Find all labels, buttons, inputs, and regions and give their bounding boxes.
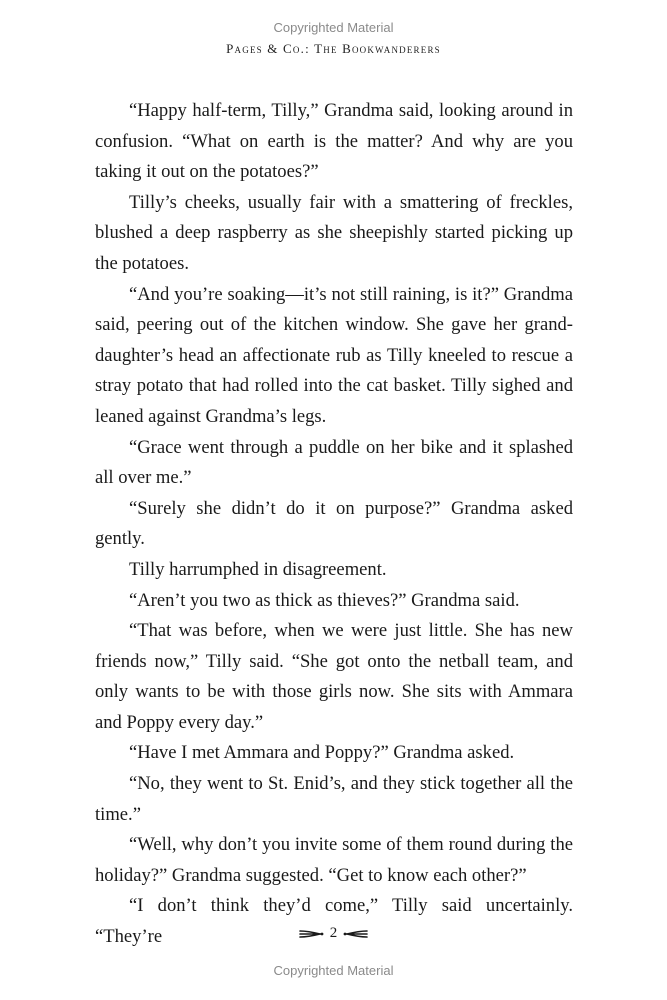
- paragraph: “I don’t think they’d come,” Tilly said uncertainly. “They’re: [95, 895, 573, 948]
- page-number: 2: [329, 925, 338, 941]
- paragraph: “That was before, when we were just little. She has new friends now,” Tilly said. “She got onto the netball team, and only wants to be with those girls now. She sits with Ammara and Poppy every day.”: [95, 620, 573, 733]
- copyright-notice-top: Copyrighted Material: [273, 20, 394, 35]
- body-text: [95, 96, 573, 953]
- paragraph: “Grace went through a puddle on her bike and it splashed all over me.”: [95, 436, 573, 489]
- paragraph: “And you’re soaking—it’s not still raining, is it?” Grandma said, peering out of the kitchen window. She gave her grand-daughter’s head an affectionate rub as Tilly kneeled to rescue a stray potato that had rolled into the cat basket. Tilly sighed and leaned against Grandma’s legs.: [95, 283, 573, 427]
- paragraph: “No, they went to St. Enid’s, and they stick together all the time.”: [95, 773, 573, 825]
- paragraph: “Well, why don’t you invite some of them round during the holiday?” Grandma suggested. “Get to know each other?”: [95, 834, 573, 886]
- paragraph: “Have I met Ammara and Poppy?” Grandma asked.: [129, 742, 515, 764]
- copyright-notice-bottom: Copyrighted Material: [273, 963, 394, 978]
- paragraph: Tilly’s cheeks, usually fair with a smattering of freckles, blushed a deep raspberry as she sheepishly started picking up the potatoes.: [95, 191, 573, 274]
- paragraph: “Aren’t you two as thick as thieves?” Grandma said.: [129, 589, 520, 611]
- paragraph: Tilly harrumphed in disagreement.: [129, 558, 387, 580]
- paragraph: “Surely she didn’t do it on purpose?” Grandma asked gently.: [95, 497, 573, 550]
- paragraph: “Happy half-term, Tilly,” Grandma said, looking around in confusion. “What on earth is the matter? And why are you taking it out on the potatoes?”: [95, 100, 573, 183]
- running-head: Pages & Co.: The Bookwanderers: [226, 41, 441, 56]
- right-flourish-icon: [343, 928, 369, 940]
- left-flourish-icon: [298, 928, 324, 940]
- page-number-footer: [0, 925, 667, 942]
